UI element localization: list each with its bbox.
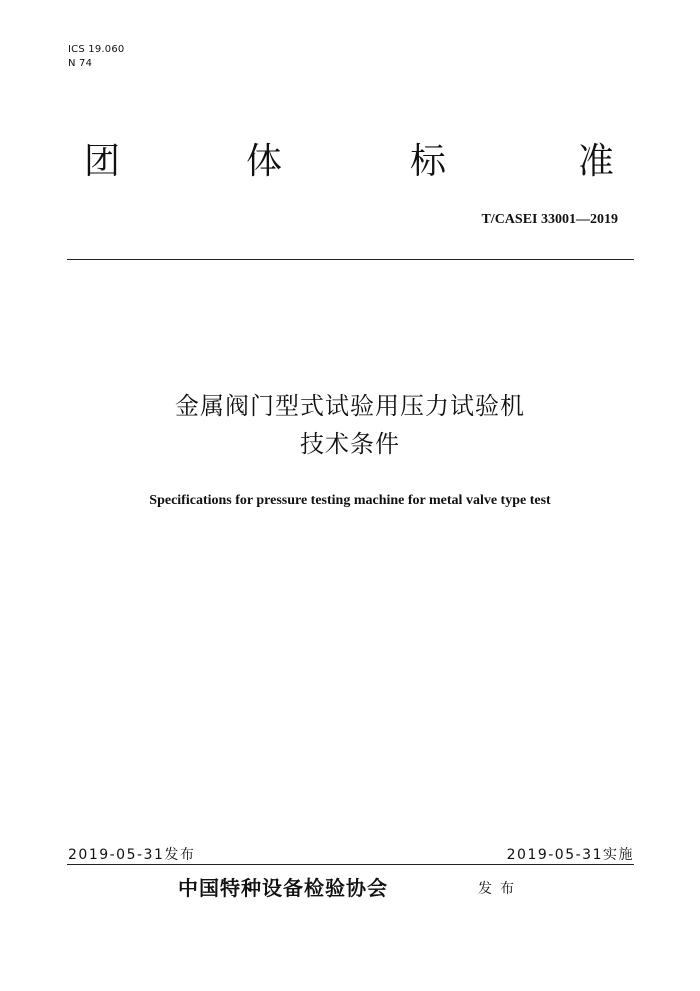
standard-type-char-4: 准	[578, 141, 615, 182]
standard-type-char-2: 体	[246, 141, 283, 182]
publication-date: 2019-05-31发布	[68, 847, 196, 863]
standard-number: T/CASEI 33001—2019	[481, 212, 618, 227]
title-english: Specifications for pressure testing machine for metal valve type test	[149, 493, 551, 508]
standard-type-char-1: 团	[84, 141, 121, 182]
implementation-date: 2019-05-31实施	[506, 847, 634, 863]
ccs-code: N 74	[68, 58, 93, 69]
title-chinese-line-1: 金属阀门型式试验用压力试验机	[175, 392, 525, 420]
ics-code: ICS 19.060	[68, 44, 125, 55]
publisher-name: 中国特种设备检验协会	[178, 876, 388, 900]
footer-divider	[67, 864, 634, 865]
standard-type-char-3: 标	[410, 141, 447, 182]
title-chinese-line-2: 技术条件	[300, 430, 400, 458]
publisher-suffix: 发布	[478, 881, 522, 897]
header-divider	[67, 259, 634, 260]
